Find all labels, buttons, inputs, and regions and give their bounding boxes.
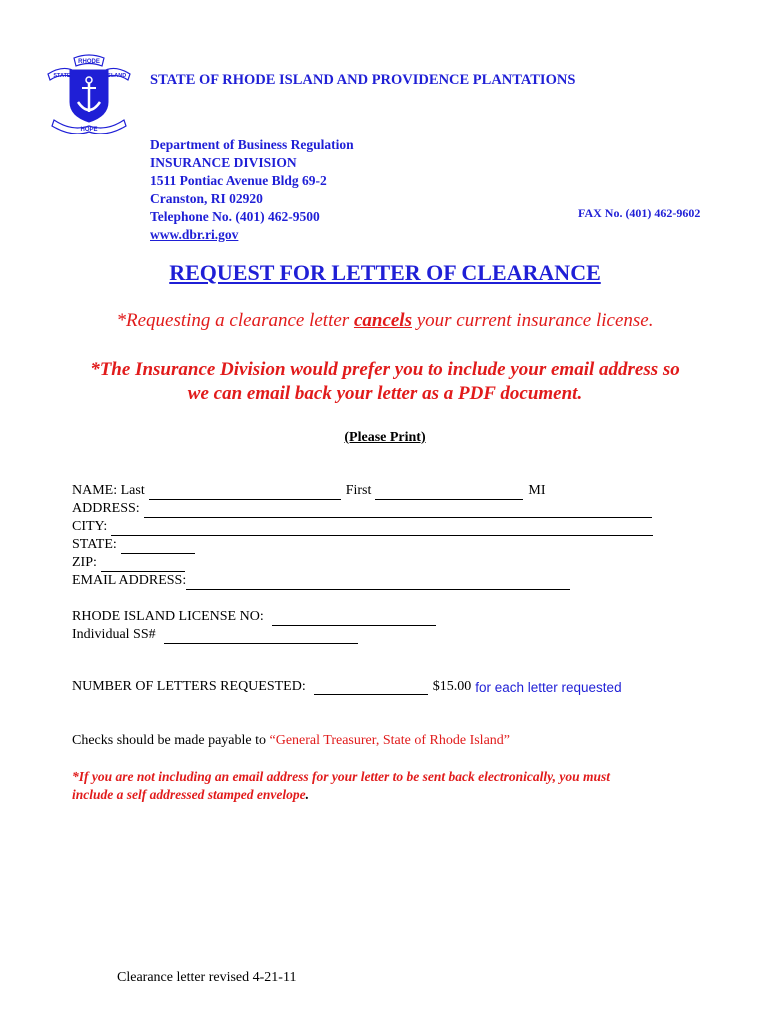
license-label: RHODE ISLAND LICENSE NO:: [72, 609, 264, 624]
zip-row: [72, 554, 653, 572]
seal-right-text: ISLAND: [105, 73, 127, 79]
applicant-form: [72, 482, 653, 590]
department-address-block: [150, 136, 354, 244]
fax-number: FAX No. (401) 462-9602: [578, 206, 701, 220]
telephone: Telephone No. (401) 462-9500: [150, 209, 320, 224]
address-row: [72, 500, 653, 518]
note2-line1: *The Insurance Division would prefer you to include your email address so: [90, 359, 680, 380]
checks-text: Checks should be made payable to: [72, 733, 270, 748]
email-row: [72, 572, 653, 590]
warning-line1: *If you are not including an email address for your letter to be sent back electronically, you must: [72, 769, 610, 784]
first-name-field[interactable]: [375, 486, 523, 500]
checks-payee: “General Treasurer, State of Rhode Island”: [269, 733, 510, 748]
license-row: [72, 608, 436, 626]
name-row: [72, 482, 653, 500]
seal-left-text: STATE: [53, 73, 71, 79]
zip-field[interactable]: [101, 558, 185, 572]
note1-after: your current insurance license.: [411, 310, 654, 331]
state-row: [72, 536, 653, 554]
state-field[interactable]: [121, 540, 195, 554]
ss-label: Individual SS#: [72, 627, 156, 642]
zip-label: ZIP:: [72, 555, 97, 570]
letters-count-field[interactable]: [314, 681, 428, 695]
envelope-warning: [72, 768, 610, 804]
warning-period: .: [305, 787, 309, 802]
seal-top-text: RHODE: [78, 59, 100, 65]
price-note: for each letter requested: [475, 680, 622, 695]
price: $15.00: [432, 679, 472, 694]
seal-bottom-text: HOPE: [80, 127, 98, 133]
city-state-zip: Cranston, RI 02920: [150, 191, 263, 206]
note2-line2: we can email back your letter as a PDF document.: [187, 383, 583, 404]
address-label: ADDRESS:: [72, 501, 140, 516]
city-field[interactable]: [111, 522, 653, 536]
state-seal-logo: [44, 52, 134, 134]
ss-row: [72, 626, 436, 644]
revision-footer: Clearance letter revised 4-21-11: [117, 970, 297, 985]
email-field[interactable]: [186, 576, 570, 590]
license-number-field[interactable]: [272, 612, 436, 626]
letters-label: NUMBER OF LETTERS REQUESTED:: [72, 679, 306, 694]
name-label: NAME: Last: [72, 483, 145, 498]
address-field[interactable]: [144, 504, 652, 518]
please-print-instruction: (Please Print): [344, 430, 426, 445]
mi-label: MI: [528, 483, 546, 498]
street-address: 1511 Pontiac Avenue Bldg 69-2: [150, 173, 327, 188]
department-name: Department of Business Regulation: [150, 137, 354, 152]
state-label: STATE:: [72, 537, 117, 552]
clearance-cancels-note: [0, 310, 770, 332]
division-name: INSURANCE DIVISION: [150, 155, 297, 170]
warning-line2: include a self addressed stamped envelope: [72, 787, 306, 802]
letters-requested-row: [72, 679, 622, 695]
email-preference-note: [40, 358, 730, 406]
first-name-label: First: [345, 483, 372, 498]
note1-keyword: cancels: [353, 310, 412, 331]
page-title: REQUEST FOR LETTER OF CLEARANCE: [169, 260, 601, 285]
last-name-field[interactable]: [149, 486, 341, 500]
website-link[interactable]: www.dbr.ri.gov: [150, 227, 239, 242]
note1-before: *Requesting a clearance letter: [116, 310, 354, 331]
city-row: [72, 518, 653, 536]
license-section: [72, 608, 436, 644]
checks-payable-note: [72, 733, 510, 749]
ss-number-field[interactable]: [164, 630, 358, 644]
city-label: CITY:: [72, 519, 108, 534]
state-title: STATE OF RHODE ISLAND AND PROVIDENCE PLANTATIONS: [150, 72, 576, 88]
email-label: EMAIL ADDRESS:: [72, 573, 187, 588]
